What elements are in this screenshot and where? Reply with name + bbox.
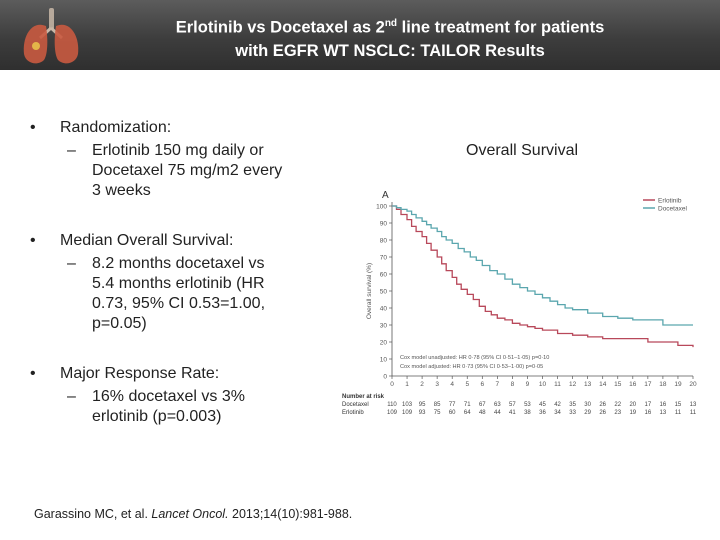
y-tick-label: 10 bbox=[379, 356, 387, 364]
lungs-icon bbox=[16, 6, 86, 68]
x-tick-label: 6 bbox=[480, 381, 485, 388]
y-tick-label: 30 bbox=[379, 322, 387, 330]
x-tick-label: 12 bbox=[568, 381, 577, 388]
risk-value: 41 bbox=[509, 410, 516, 416]
x-tick-label: 8 bbox=[510, 381, 515, 388]
risk-value: 64 bbox=[463, 410, 471, 416]
x-tick-label: 2 bbox=[420, 381, 424, 388]
y-tick-label: 0 bbox=[383, 373, 387, 381]
risk-value: 109 bbox=[386, 410, 398, 416]
y-tick-label: 50 bbox=[379, 288, 387, 296]
bullet-randomization: • Randomization: – Erlotinib 150 mg daily or Docetaxel 75 mg/m2 every 3 weeks bbox=[30, 118, 330, 201]
bullet-label: Major Response Rate: bbox=[60, 365, 220, 382]
series-line-erlotinib bbox=[392, 206, 693, 347]
risk-value: 77 bbox=[448, 402, 456, 408]
risk-value: 67 bbox=[478, 402, 486, 408]
y-tick-label: 100 bbox=[376, 203, 387, 211]
risk-value: 22 bbox=[614, 402, 622, 408]
y-tick-label: 40 bbox=[379, 305, 387, 313]
y-tick-label: 60 bbox=[379, 271, 387, 279]
risk-value: 20 bbox=[629, 402, 637, 408]
cox-annotation: Cox model unadjusted: HR 0·78 (95% CI 0·51–1·05) p=0·10 bbox=[400, 355, 550, 361]
x-tick-label: 5 bbox=[465, 381, 470, 388]
risk-value: 44 bbox=[494, 410, 501, 416]
sub-bullet: – 8.2 months docetaxel vs 5.4 months erlotinib (HR 0.73, 95% CI 0.53=1.00, p=0.05) bbox=[67, 255, 266, 332]
risk-value: 35 bbox=[569, 402, 576, 408]
x-tick-label: 1 bbox=[405, 381, 409, 388]
risk-value: 93 bbox=[418, 410, 426, 416]
bullet-response-rate: • Major Response Rate: – 16% docetaxel vs 3% erlotinib (p=0.003) bbox=[30, 364, 330, 427]
risk-value: 95 bbox=[418, 402, 426, 408]
x-tick-label: 9 bbox=[525, 381, 530, 388]
risk-value: 34 bbox=[554, 410, 561, 416]
risk-value: 26 bbox=[599, 410, 607, 416]
risk-value: 23 bbox=[614, 410, 622, 416]
y-axis-label: Overall survival (%) bbox=[366, 262, 373, 320]
risk-table-title: Number at risk bbox=[342, 394, 385, 400]
risk-value: 30 bbox=[584, 402, 591, 408]
risk-value: 13 bbox=[659, 410, 667, 416]
risk-value: 109 bbox=[402, 410, 413, 416]
sub-bullet: – Erlotinib 150 mg daily or Docetaxel 75 mg/m2 every 3 weeks bbox=[67, 142, 283, 199]
risk-value: 103 bbox=[402, 402, 413, 408]
x-tick-label: 17 bbox=[644, 381, 652, 388]
x-tick-label: 10 bbox=[538, 381, 547, 388]
x-tick-label: 7 bbox=[495, 381, 500, 388]
survival-chart bbox=[340, 186, 705, 421]
risk-value: 85 bbox=[433, 402, 441, 408]
bullet-median-os: • Median Overall Survival: – 8.2 months docetaxel vs 5.4 months erlotinib (HR 0.73, 95% CI 0.53=1.00, p=0.05) bbox=[30, 231, 330, 334]
x-tick-label: 15 bbox=[614, 381, 622, 388]
x-tick-label: 11 bbox=[554, 381, 561, 388]
x-tick-label: 14 bbox=[599, 381, 607, 388]
x-tick-label: 3 bbox=[435, 381, 439, 388]
risk-value: 11 bbox=[674, 410, 682, 416]
risk-row-label: Erlotinib bbox=[342, 410, 364, 416]
risk-value: 45 bbox=[539, 402, 546, 408]
cox-annotation: Cox model adjusted: HR 0·73 (95% CI 0·53–1·00) p=0·05 bbox=[400, 364, 544, 370]
risk-value: 17 bbox=[644, 402, 652, 408]
legend-label-docetaxel: Docetaxel bbox=[658, 205, 687, 213]
risk-value: 19 bbox=[629, 410, 637, 416]
bullet-list bbox=[30, 118, 330, 457]
bullet-label: Randomization: bbox=[60, 119, 172, 136]
x-tick-label: 20 bbox=[689, 381, 697, 388]
risk-value: 57 bbox=[509, 402, 516, 408]
slide-header bbox=[0, 0, 720, 70]
risk-value: 13 bbox=[689, 402, 697, 408]
citation: Garassino MC, et al. Lancet Oncol. 2013;14(10):981-988. bbox=[34, 507, 353, 521]
risk-value: 42 bbox=[554, 402, 561, 408]
x-tick-label: 0 bbox=[390, 381, 394, 388]
x-tick-label: 13 bbox=[584, 381, 592, 388]
y-tick-label: 20 bbox=[379, 339, 387, 347]
chart-title: Overall Survival bbox=[466, 142, 579, 159]
y-tick-label: 90 bbox=[379, 220, 387, 228]
risk-value: 38 bbox=[524, 410, 531, 416]
risk-value: 36 bbox=[539, 410, 546, 416]
risk-value: 71 bbox=[463, 402, 471, 408]
series-line-docetaxel bbox=[392, 206, 693, 325]
risk-value: 11 bbox=[689, 410, 697, 416]
risk-value: 33 bbox=[569, 410, 576, 416]
sub-bullet: – 16% docetaxel vs 3% erlotinib (p=0.003) bbox=[67, 388, 245, 425]
bullet-label: Median Overall Survival: bbox=[60, 232, 234, 249]
x-tick-label: 19 bbox=[674, 381, 682, 388]
risk-value: 29 bbox=[584, 410, 591, 416]
risk-value: 110 bbox=[387, 402, 397, 408]
risk-value: 16 bbox=[659, 402, 667, 408]
panel-label: A bbox=[382, 190, 389, 201]
x-tick-label: 16 bbox=[629, 381, 637, 388]
risk-row-label: Docetaxel bbox=[342, 402, 369, 408]
risk-value: 15 bbox=[674, 402, 682, 408]
risk-value: 60 bbox=[448, 410, 456, 416]
risk-value: 26 bbox=[599, 402, 607, 408]
legend-label-erlotinib: Erlotinib bbox=[658, 197, 682, 205]
y-tick-label: 70 bbox=[379, 254, 387, 262]
slide-title: Erlotinib vs Docetaxel as 2nd line treatment for patients with EGFR WT NSCLC: TAILOR Results bbox=[175, 18, 605, 60]
risk-value: 75 bbox=[433, 410, 441, 416]
risk-value: 53 bbox=[524, 402, 531, 408]
x-tick-label: 4 bbox=[450, 381, 455, 388]
risk-value: 48 bbox=[478, 410, 486, 416]
y-tick-label: 80 bbox=[379, 237, 387, 245]
x-tick-label: 18 bbox=[659, 381, 667, 388]
risk-value: 63 bbox=[494, 402, 501, 408]
risk-value: 16 bbox=[644, 410, 652, 416]
